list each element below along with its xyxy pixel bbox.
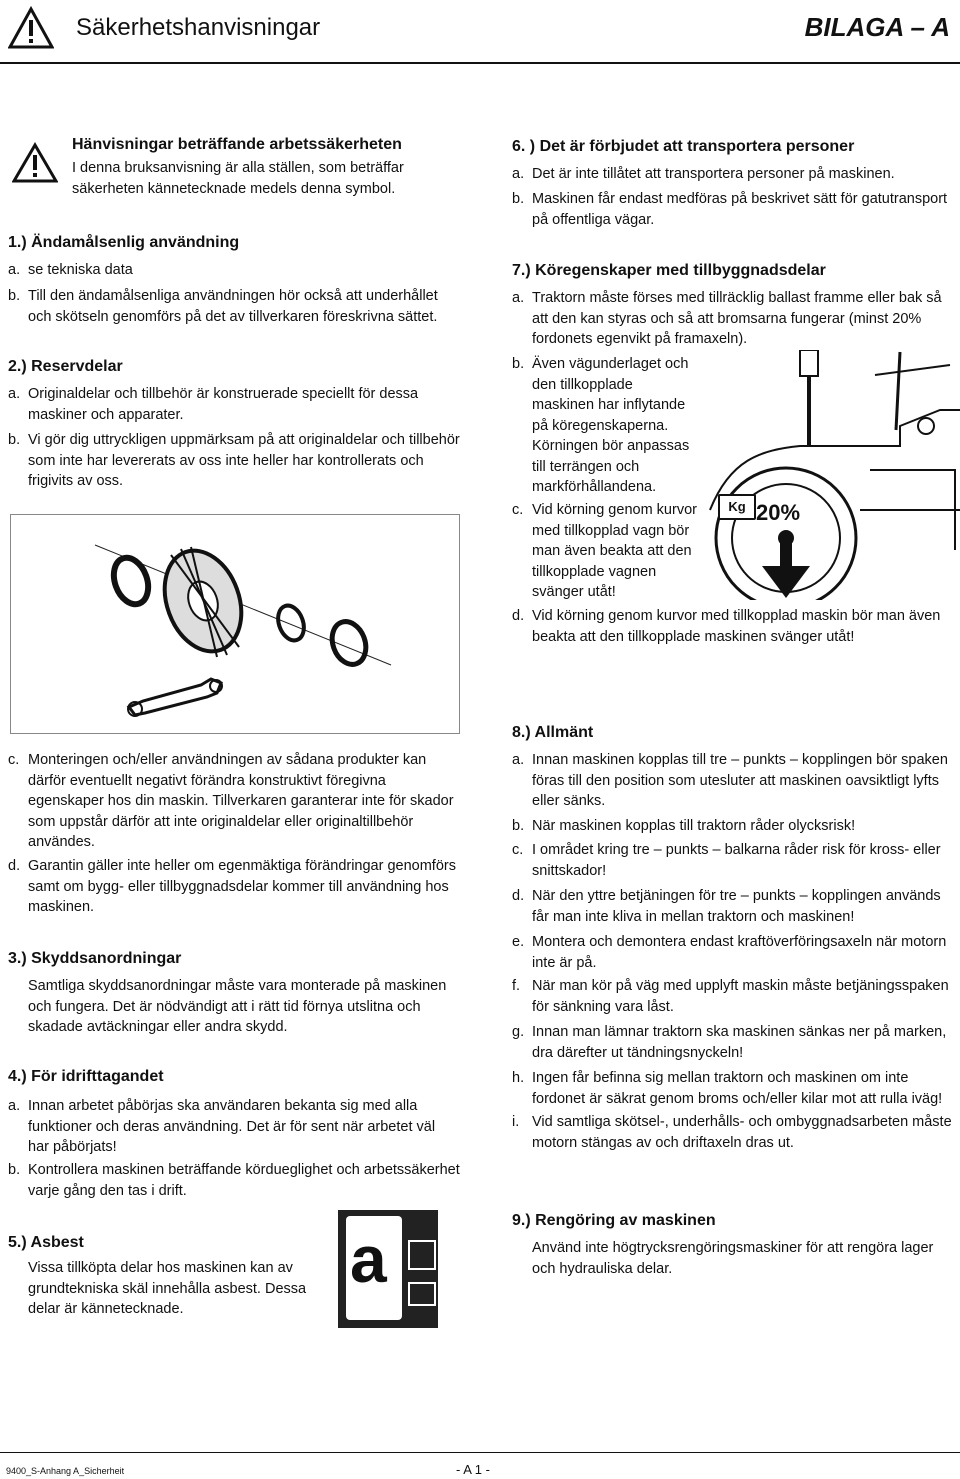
sec5-heading: 5.) Asbest: [8, 1234, 84, 1251]
footer-divider: [0, 1452, 960, 1453]
sec4-item-a: a. Innan arbetet påbörjas ska användaren bekanta sig med alla funktioner och deras användning. Det är för sent när arbetet väl har påbörjats!: [8, 1098, 436, 1155]
sec8-item-g: g. Innan man lämnar traktorn ska maskinen sänkas ner på marken, dra därefter ut tändningsnyckeln!: [512, 1024, 947, 1061]
header-warning-icon: [8, 6, 54, 55]
sec7-item-b: b. Även vägunderlaget och den tillkopplade maskinen har inflytande på köregenskaperna. Körningen bör anpassas till terrängen och markförhållandena.: [512, 356, 690, 495]
sec8-item-d: d. När den yttre betjäningen för tre – punkts – kopplingen används får man inte kliva in mellan traktorn och maskinen!: [512, 888, 941, 925]
sec8-item-a: a. Innan maskinen kopplas till tre – punkts – kopplingen bör spaken föras till den position som utesluter att maskinen oavsiktligt lyfts eller sänks.: [512, 752, 948, 809]
sec1-item-b: b. Till den ändamålsenliga användningen hör också att underhållet och skötseln genomförs på det av tillverkaren föreskrivna sättet.: [8, 288, 438, 325]
sec8-heading: 8.) Allmänt: [512, 724, 594, 741]
sec6-heading: 6. ) Det är förbjudet att transportera personer: [512, 138, 855, 155]
kg-weight-icon: [718, 494, 756, 520]
sec8-item-h: h. Ingen får befinna sig mellan traktorn och maskinen om inte fordonet är säkrat genom broms och/eller kilar mot att rulla iväg!: [512, 1070, 943, 1107]
appendix-label: BILAGA – A: [804, 12, 950, 42]
kg-label: Kg: [728, 499, 746, 514]
intro-heading: Hänvisningar beträffande arbetssäkerheten: [72, 136, 402, 153]
asbestos-logo-letter: a: [350, 1222, 387, 1296]
sec8-item-f: f. När man kör på väg med upplyft maskin måste betjäningsspaken för sänkning vara låst.: [512, 978, 949, 1015]
sec4-item-b: b. Kontrollera maskinen beträffande kördueglighet och arbetssäkerhet varje gång den tas i drift.: [8, 1162, 460, 1199]
sec2-item-d: d. Garantin gäller inte heller om egenmäktiga förändringar genomförs samt om bygg- eller tillbyggnadsdelar kommer till användning hos maskinen.: [8, 858, 456, 915]
sec6-item-b: b. Maskinen får endast medföras på beskrivet sätt för gatutransport på offentliga vägar.: [512, 191, 948, 228]
footer-document-id: 9400_S-Anhang A_Sicherheit: [6, 1466, 125, 1476]
tractor-illustration: [700, 350, 960, 600]
page-number: - A 1 -: [456, 1462, 490, 1477]
sec7-item-d: d. Vid körning genom kurvor med tillkopplad maskin bör man även beakta att den tillkopplade maskinen svänger utåt!: [512, 608, 941, 645]
sec2-heading: 2.) Reservdelar: [8, 358, 123, 375]
sec1-item-a: a. se tekniska data: [8, 262, 133, 278]
sec1-heading: 1.) Ändamålsenlig användning: [8, 234, 240, 251]
sec7-item-a: a. Traktorn måste förses med tillräcklig ballast framme eller bak så att den kan styras och så att bromsarna fungerar (minst 20% fordonets egenvikt på framaxeln).: [512, 290, 942, 347]
warning-triangle-icon: [12, 142, 58, 189]
sec8-item-b: b. När maskinen kopplas till traktorn råder olycksrisk!: [512, 818, 856, 834]
sec9-text: Använd inte högtrycksrengöringsmaskiner för att rengöra lager och hydrauliska delar.: [532, 1240, 934, 1277]
sec2-item-a: a. Originaldelar och tillbehör är konstruerade speciellt för dessa maskiner och apparater.: [8, 386, 419, 423]
sec4-heading: 4.) För idrifttagandet: [8, 1068, 164, 1085]
sec7-item-c: c. Vid körning genom kurvor med tillkopplad vagn bör man även beakta att den tillkopplade vagnen svänger utåt!: [512, 502, 697, 600]
sec5-text: Vissa tillköpta delar hos maskinen kan av grundtekniska skäl innehålla asbest. Dessa delar är kännetecknade.: [28, 1260, 307, 1317]
sec3-heading: 3.) Skyddsanordningar: [8, 950, 182, 967]
header-divider: [0, 62, 960, 64]
ballast-percent-label: 20%: [756, 500, 801, 525]
sec8-item-e: e. Montera och demontera endast kraftöverföringsaxeln när motorn inte är på.: [512, 934, 947, 971]
sec8-item-c: c. I området kring tre – punkts – balkarna råder risk för kross- eller snittskador!: [512, 842, 941, 879]
asbestos-label-icon: [338, 1210, 438, 1328]
intro-text: I denna bruksanvisning är alla ställen, som beträffar säkerheten kännetecknade medels denna symbol.: [72, 160, 404, 197]
sec2-item-b: b. Vi gör dig uttryckligen uppmärksam på att originaldelar och tillbehör som inte har levererats av oss inte heller har kontrollerats och frigivits av oss.: [8, 432, 460, 489]
sec8-item-i: i. Vid samtliga skötsel-, underhålls- och ombyggnadsarbeten måste motorn stängas av och driftaxeln dras ut.: [512, 1114, 952, 1151]
sec2-item-c: c. Monteringen och/eller användningen av sådana produkter kan därför eventuellt negativt förändra konstruktivt föregivna egenskaper hos din maskin. Tillverkaren garanterar inte för skador som uppstår därför att inte originaldelar eller originaltillbehör användes.: [8, 752, 454, 850]
sec6-item-a: a. Det är inte tillåtet att transportera personer på maskinen.: [512, 166, 895, 182]
page-title: Säkerhetshanvisningar: [76, 14, 321, 41]
sec9-heading: 9.) Rengöring av maskinen: [512, 1212, 716, 1229]
gear-parts-illustration: [10, 514, 460, 734]
sec3-text: Samtliga skyddsanordningar måste vara monterade på maskinen och fungera. Det är nödvändigt att i rätt tid förnya utslitna och skadade avtäckningar eller andra skydd.: [28, 978, 447, 1035]
sec7-heading: 7.) Köregenskaper med tillbyggnadsdelar: [512, 262, 826, 279]
